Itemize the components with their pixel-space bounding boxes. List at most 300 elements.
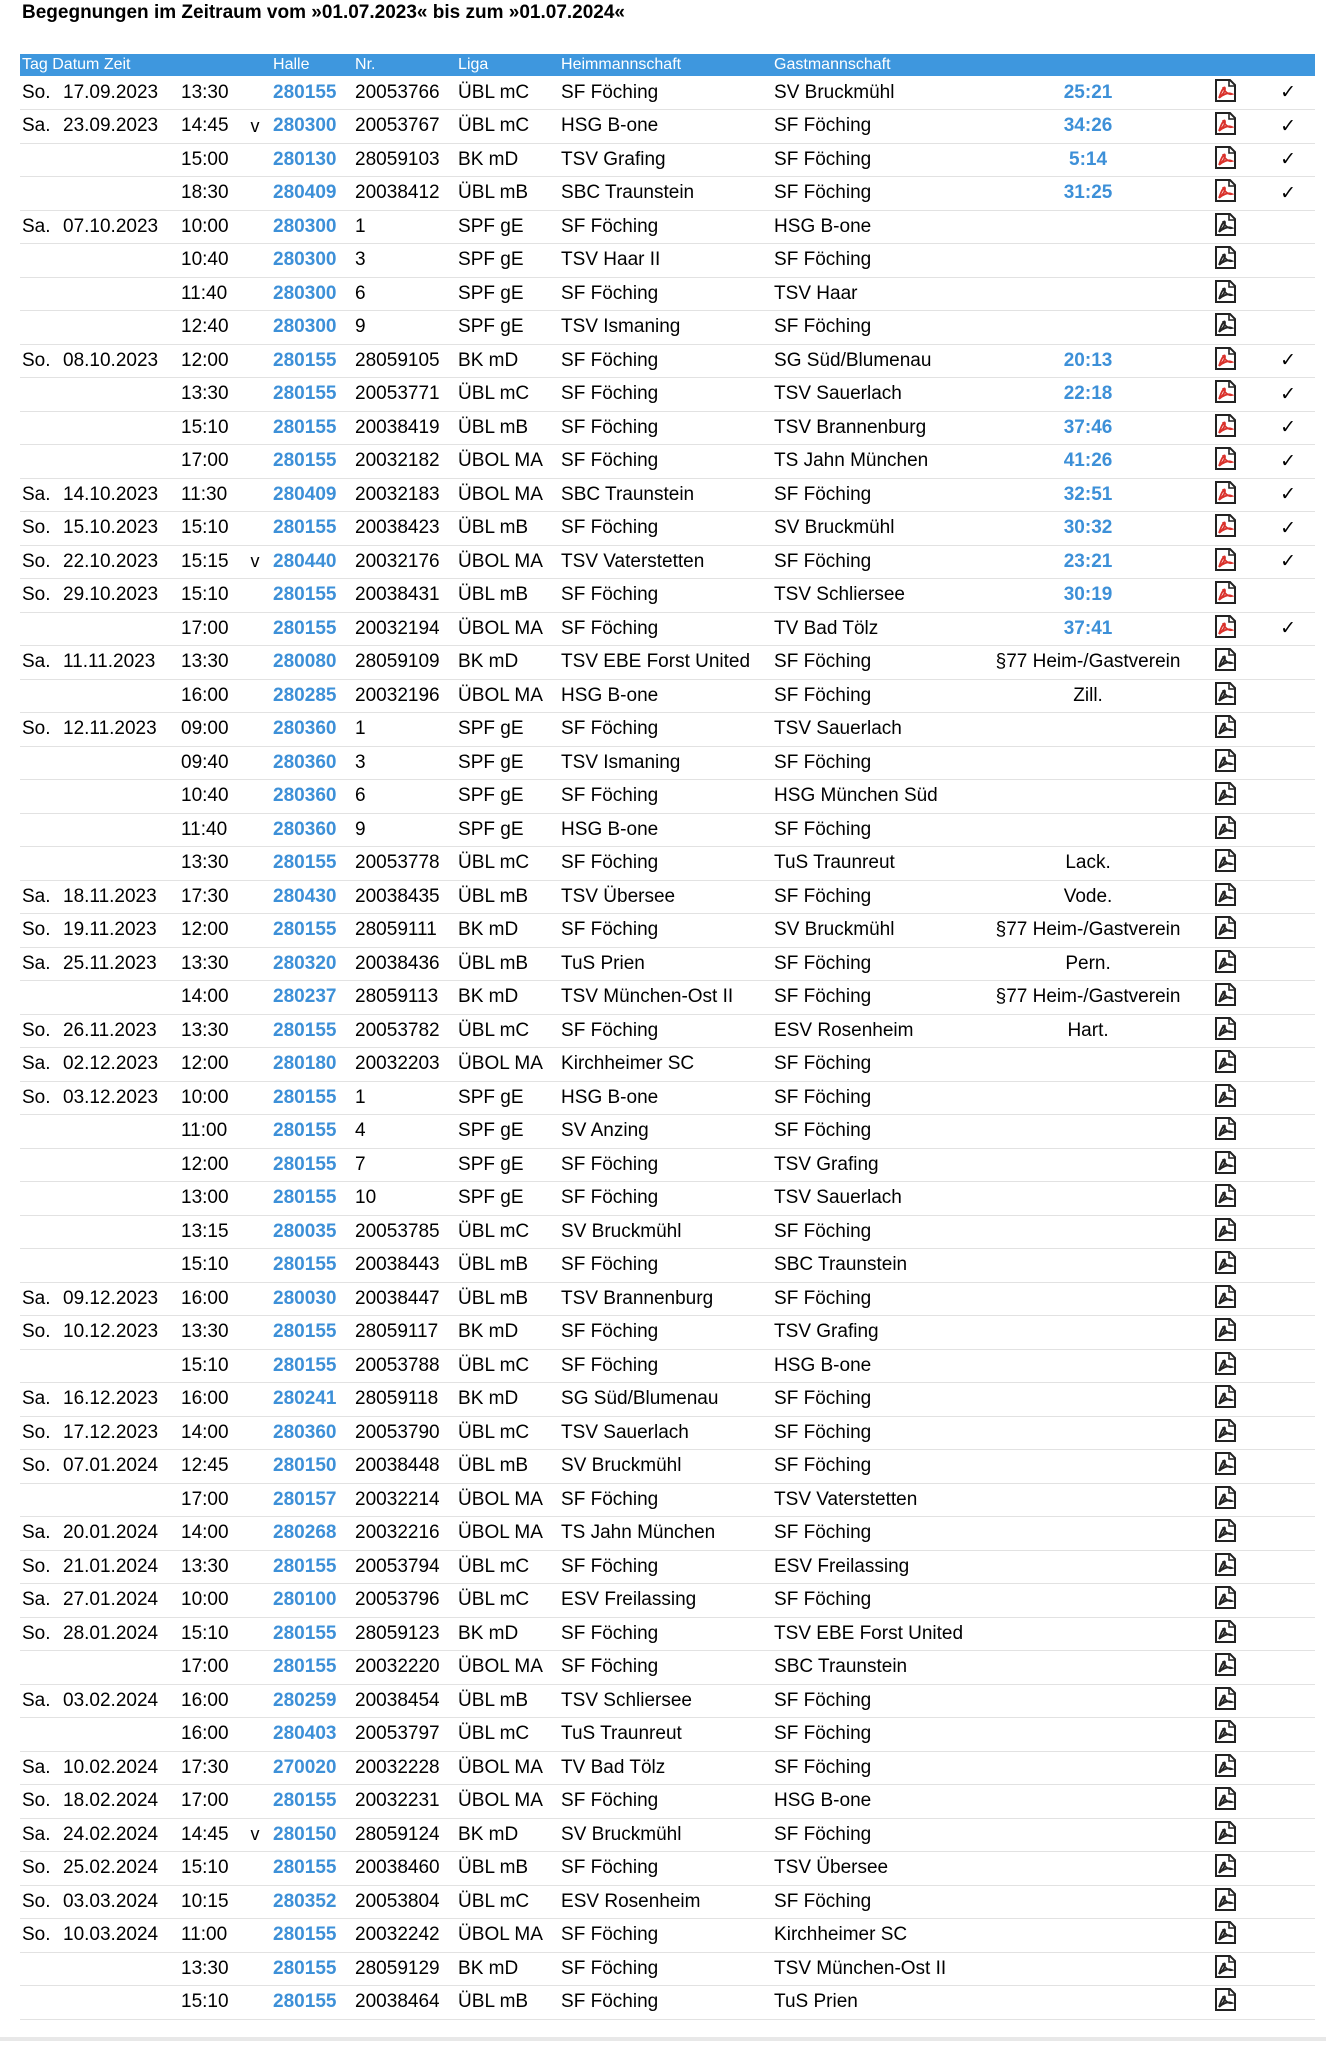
halle-link[interactable]: 280155: [273, 1790, 337, 1812]
pdf-document-icon[interactable]: [1213, 345, 1237, 377]
pdf-document-icon[interactable]: [1213, 646, 1237, 678]
nr-cell: 28059129: [355, 1957, 440, 1979]
halle-link[interactable]: 280259: [273, 1689, 337, 1711]
day-cell: So.: [22, 1421, 51, 1443]
result-cell: 37:46: [1063, 416, 1113, 438]
pdf-cell: [1189, 1952, 1261, 1986]
date-cell: [61, 1718, 179, 1752]
pdf-document-icon[interactable]: [1213, 1216, 1237, 1248]
halle-link[interactable]: 280360: [273, 785, 337, 807]
halle-cell: [271, 1148, 353, 1182]
table-row: [20, 780, 1315, 814]
table-row: [20, 880, 1315, 914]
checkmark-icon: ✓: [1280, 182, 1296, 204]
pdf-document-icon[interactable]: [1213, 713, 1237, 745]
pdf-cell: [1189, 277, 1261, 311]
nr-cell: 3: [355, 751, 366, 773]
halle-link[interactable]: 280155: [273, 1555, 337, 1577]
pdf-document-icon[interactable]: [1213, 546, 1237, 578]
halle-link[interactable]: 280180: [273, 1053, 337, 1075]
v-marker: [239, 445, 271, 479]
pdf-cell: [1189, 981, 1261, 1015]
pdf-document-icon[interactable]: [1213, 1450, 1237, 1482]
result-cell: [987, 813, 1189, 847]
halle-link[interactable]: 280155: [273, 1120, 337, 1142]
gast-cell: SF Föching: [774, 148, 872, 170]
liga-cell: ÜBOL MA: [458, 1656, 543, 1678]
halle-link[interactable]: 280155: [273, 349, 337, 371]
time-cell: 15:10: [181, 1254, 229, 1276]
pdf-document-icon[interactable]: [1213, 747, 1237, 779]
heim-cell: HSG B-one: [561, 115, 659, 137]
heim-cell: SF Föching: [561, 1924, 659, 1946]
gast-cell: SBC Traunstein: [774, 1656, 908, 1678]
time-cell: 11:40: [181, 282, 228, 304]
pdf-document-icon[interactable]: [1213, 177, 1237, 209]
halle-link[interactable]: 280155: [273, 416, 337, 438]
table-row: [20, 1617, 1315, 1651]
result-cell: [987, 780, 1189, 814]
liga-cell: BK mD: [458, 148, 519, 170]
halle-link[interactable]: 280155: [273, 1957, 337, 1979]
liga-cell: ÜBL mC: [458, 1019, 530, 1041]
liga-cell: ÜBL mB: [458, 885, 529, 907]
halle-link[interactable]: 280320: [273, 952, 337, 974]
v-marker: [239, 713, 271, 747]
pdf-document-icon[interactable]: [1213, 680, 1237, 712]
halle-link[interactable]: 280360: [273, 718, 337, 740]
checkmark-icon: [1261, 646, 1315, 680]
v-marker: [239, 210, 271, 244]
halle-link[interactable]: 280155: [273, 1656, 337, 1678]
halle-cell: [271, 1852, 353, 1886]
v-marker: [239, 1215, 271, 1249]
time-cell: 13:30: [181, 952, 229, 974]
gast-cell: SF Föching: [774, 1220, 872, 1242]
day-cell: [20, 1986, 61, 2020]
halle-link[interactable]: 280300: [273, 249, 337, 271]
day-cell: Sa.: [22, 115, 51, 137]
day-cell: [20, 981, 61, 1015]
heim-cell: TSV Sauerlach: [561, 1421, 689, 1443]
table-row: [20, 1550, 1315, 1584]
halle-cell: [271, 1416, 353, 1450]
halle-link[interactable]: 280409: [273, 483, 337, 505]
pdf-cell: [1189, 1584, 1261, 1618]
heim-cell: TS Jahn München: [561, 1522, 716, 1544]
date-cell: [61, 1115, 179, 1149]
v-marker: [239, 780, 271, 814]
halle-cell: [271, 1885, 353, 1919]
day-cell: So.: [22, 1857, 51, 1879]
date-cell: [61, 1483, 179, 1517]
table-row: [20, 1818, 1315, 1852]
v-marker: v: [250, 551, 260, 572]
pdf-document-icon[interactable]: [1213, 914, 1237, 946]
liga-cell: SPF gE: [458, 1153, 524, 1175]
date-cell: 10.12.2023: [63, 1321, 159, 1343]
halle-link[interactable]: 280155: [273, 1991, 337, 2013]
header-gast: Gastmannschaft: [774, 56, 891, 73]
nr-cell: 6: [355, 785, 366, 807]
pdf-document-icon[interactable]: [1213, 881, 1237, 913]
table-row: [20, 512, 1315, 546]
gast-cell: TSV Brannenburg: [774, 416, 927, 438]
halle-cell: [271, 981, 353, 1015]
header-result: [987, 54, 1189, 76]
checkmark-icon: ✓: [1280, 115, 1296, 137]
day-cell: So.: [22, 1924, 51, 1946]
pdf-document-icon[interactable]: [1213, 613, 1237, 645]
day-cell: [20, 1349, 61, 1383]
pdf-document-icon[interactable]: [1213, 1283, 1237, 1315]
time-cell: 13:30: [181, 852, 229, 874]
day-cell: Sa.: [22, 1823, 51, 1845]
halle-link[interactable]: 280155: [273, 919, 337, 941]
gast-cell: TuS Traunreut: [774, 852, 895, 874]
halle-link[interactable]: 280155: [273, 81, 337, 103]
heim-cell: SF Föching: [561, 785, 659, 807]
halle-cell: [271, 1952, 353, 1986]
result-cell: Hart.: [1067, 1019, 1109, 1041]
halle-cell: [271, 713, 353, 747]
checkmark-icon: [1261, 679, 1315, 713]
pdf-document-icon[interactable]: [1213, 311, 1237, 343]
gast-cell: SF Föching: [774, 651, 872, 673]
day-cell: [20, 378, 61, 412]
time-cell: 16:00: [181, 1723, 229, 1745]
pdf-document-icon[interactable]: [1213, 1986, 1237, 2018]
gast-cell: SF Föching: [774, 952, 872, 974]
day-cell: [20, 277, 61, 311]
liga-cell: ÜBL mC: [458, 1890, 530, 1912]
liga-cell: BK mD: [458, 349, 519, 371]
pdf-document-icon[interactable]: [1213, 144, 1237, 176]
heim-cell: HSG B-one: [561, 1086, 659, 1108]
nr-cell: 20053797: [355, 1723, 440, 1745]
pdf-document-icon[interactable]: [1213, 1417, 1237, 1449]
pdf-document-icon[interactable]: [1213, 445, 1237, 477]
pdf-document-icon[interactable]: [1213, 1517, 1237, 1549]
heim-cell: TuS Prien: [561, 952, 645, 974]
nr-cell: 28059113: [355, 986, 439, 1008]
pdf-document-icon[interactable]: [1213, 1048, 1237, 1080]
halle-link[interactable]: 280155: [273, 1354, 337, 1376]
liga-cell: BK mD: [458, 986, 519, 1008]
heim-cell: SF Föching: [561, 1254, 659, 1276]
pdf-document-icon[interactable]: [1213, 948, 1237, 980]
nr-cell: 20032242: [355, 1924, 440, 1946]
liga-cell: SPF gE: [458, 316, 524, 338]
nr-cell: 28059123: [355, 1622, 440, 1644]
date-cell: [61, 1952, 179, 1986]
halle-link[interactable]: 280300: [273, 115, 337, 137]
halle-link[interactable]: 280155: [273, 1321, 337, 1343]
pdf-document-icon[interactable]: [1213, 1584, 1237, 1616]
halle-link[interactable]: 280300: [273, 215, 337, 237]
time-cell: 14:45: [181, 1823, 229, 1845]
pdf-document-icon[interactable]: [1213, 1852, 1237, 1884]
pdf-document-icon[interactable]: [1213, 1618, 1237, 1650]
heim-cell: SF Föching: [561, 1555, 659, 1577]
heim-cell: SG Süd/Blumenau: [561, 1388, 719, 1410]
halle-link[interactable]: 280237: [273, 986, 337, 1008]
halle-cell: [271, 512, 353, 546]
table-row: [20, 1349, 1315, 1383]
gast-cell: SF Föching: [774, 986, 872, 1008]
day-cell: So.: [22, 718, 51, 740]
result-cell: [987, 1517, 1189, 1551]
date-cell: [61, 177, 179, 211]
halle-link[interactable]: 280155: [273, 1924, 337, 1946]
pdf-document-icon[interactable]: [1213, 1149, 1237, 1181]
v-marker: [239, 344, 271, 378]
halle-cell: [271, 612, 353, 646]
pdf-document-icon[interactable]: [1213, 780, 1237, 812]
halle-link[interactable]: 280155: [273, 617, 337, 639]
halle-cell: [271, 1483, 353, 1517]
pdf-cell: [1189, 512, 1261, 546]
halle-link[interactable]: 280155: [273, 1254, 337, 1276]
pdf-document-icon[interactable]: [1213, 1316, 1237, 1348]
table-row: [20, 143, 1315, 177]
halle-link[interactable]: 280150: [273, 1823, 337, 1845]
halle-link[interactable]: 280150: [273, 1455, 337, 1477]
pdf-document-icon[interactable]: [1213, 211, 1237, 243]
halle-link[interactable]: 280155: [273, 1086, 337, 1108]
result-cell: 20:13: [1063, 349, 1113, 371]
halle-link[interactable]: 280403: [273, 1723, 337, 1745]
checkmark-icon: [1261, 277, 1315, 311]
halle-link[interactable]: 280155: [273, 1153, 337, 1175]
table-row: [20, 1852, 1315, 1886]
checkmark-icon: [1261, 1450, 1315, 1484]
pdf-document-icon[interactable]: [1213, 1383, 1237, 1415]
halle-link[interactable]: 280360: [273, 818, 337, 840]
halle-link[interactable]: 280430: [273, 885, 337, 907]
table-row: [20, 1148, 1315, 1182]
heim-cell: TSV München-Ost II: [561, 986, 734, 1008]
result-cell: Zill.: [1073, 684, 1103, 706]
result-cell: [987, 713, 1189, 747]
gast-cell: SG Süd/Blumenau: [774, 349, 932, 371]
pdf-document-icon[interactable]: [1213, 1551, 1237, 1583]
pdf-document-icon[interactable]: [1213, 378, 1237, 410]
table-row: [20, 277, 1315, 311]
v-marker: [239, 1517, 271, 1551]
pdf-document-icon[interactable]: [1213, 1819, 1237, 1851]
halle-cell: [271, 110, 353, 144]
halle-link[interactable]: 280155: [273, 852, 337, 874]
pdf-document-icon[interactable]: [1213, 110, 1237, 142]
halle-link[interactable]: 280155: [273, 1187, 337, 1209]
result-cell: [987, 1148, 1189, 1182]
pdf-document-icon[interactable]: [1213, 1350, 1237, 1382]
halle-link[interactable]: 280155: [273, 517, 337, 539]
pdf-document-icon[interactable]: [1213, 1752, 1237, 1784]
table-row: [20, 411, 1315, 445]
pdf-cell: [1189, 1483, 1261, 1517]
date-cell: 18.02.2024: [63, 1790, 159, 1812]
halle-link[interactable]: 280130: [273, 148, 337, 170]
halle-link[interactable]: 280155: [273, 450, 337, 472]
checkmark-icon: [1261, 813, 1315, 847]
halle-link[interactable]: 280300: [273, 316, 337, 338]
gast-cell: SF Föching: [774, 1287, 872, 1309]
result-cell: [987, 1785, 1189, 1819]
result-cell: [987, 1349, 1189, 1383]
halle-link[interactable]: 280100: [273, 1589, 337, 1611]
pdf-document-icon[interactable]: [1213, 244, 1237, 276]
pdf-document-icon[interactable]: [1213, 512, 1237, 544]
pdf-document-icon[interactable]: [1213, 77, 1237, 109]
halle-link[interactable]: 280300: [273, 282, 337, 304]
halle-link[interactable]: 280157: [273, 1488, 337, 1510]
halle-cell: [271, 244, 353, 278]
pdf-document-icon[interactable]: [1213, 278, 1237, 310]
v-marker: [239, 1081, 271, 1115]
checkmark-icon: ✓: [1280, 450, 1296, 472]
heim-cell: SV Bruckmühl: [561, 1455, 682, 1477]
pdf-document-icon[interactable]: [1213, 479, 1237, 511]
day-cell: So.: [22, 1890, 51, 1912]
pdf-document-icon[interactable]: [1213, 412, 1237, 444]
day-cell: So.: [22, 349, 51, 371]
table-row: [20, 1517, 1315, 1551]
liga-cell: BK mD: [458, 1321, 519, 1343]
date-cell: [61, 813, 179, 847]
halle-link[interactable]: 270020: [273, 1756, 337, 1778]
v-marker: [239, 880, 271, 914]
gast-cell: SF Föching: [774, 1120, 872, 1142]
v-marker: [239, 746, 271, 780]
halle-link[interactable]: 280155: [273, 1622, 337, 1644]
pdf-document-icon[interactable]: [1213, 1082, 1237, 1114]
pdf-document-icon[interactable]: [1213, 1484, 1237, 1516]
checkmark-icon: [1261, 1483, 1315, 1517]
heim-cell: SF Föching: [561, 1354, 659, 1376]
halle-cell: [271, 1617, 353, 1651]
heim-cell: SF Föching: [561, 852, 659, 874]
nr-cell: 28059124: [355, 1823, 440, 1845]
heim-cell: TSV Haar II: [561, 249, 661, 271]
pdf-document-icon[interactable]: [1213, 1182, 1237, 1214]
time-cell: 13:30: [181, 1321, 229, 1343]
day-cell: Sa.: [22, 885, 51, 907]
time-cell: 15:10: [181, 584, 229, 606]
pdf-document-icon[interactable]: [1213, 814, 1237, 846]
pdf-document-icon[interactable]: [1213, 1718, 1237, 1750]
liga-cell: ÜBL mC: [458, 852, 530, 874]
pdf-document-icon[interactable]: [1213, 1685, 1237, 1717]
time-cell: 12:00: [181, 919, 229, 941]
pdf-document-icon[interactable]: [1213, 981, 1237, 1013]
date-cell: [61, 981, 179, 1015]
nr-cell: 20038454: [355, 1689, 440, 1711]
halle-link[interactable]: 280268: [273, 1522, 337, 1544]
pdf-document-icon[interactable]: [1213, 1015, 1237, 1047]
pdf-cell: [1189, 813, 1261, 847]
pdf-document-icon[interactable]: [1213, 847, 1237, 879]
nr-cell: 20032176: [355, 550, 440, 572]
nr-cell: 7: [355, 1153, 366, 1175]
halle-link[interactable]: 280241: [273, 1388, 337, 1410]
halle-link[interactable]: 280285: [273, 684, 337, 706]
pdf-document-icon[interactable]: [1213, 1953, 1237, 1985]
liga-cell: ÜBOL MA: [458, 550, 543, 572]
halle-link[interactable]: 280440: [273, 550, 337, 572]
result-cell: [987, 1584, 1189, 1618]
day-cell: [20, 612, 61, 646]
nr-cell: 20032203: [355, 1053, 440, 1075]
liga-cell: ÜBL mB: [458, 584, 529, 606]
pdf-cell: [1189, 1852, 1261, 1886]
pdf-document-icon[interactable]: [1213, 1919, 1237, 1951]
checkmark-icon: ✓: [1280, 618, 1296, 640]
time-cell: 13:30: [181, 81, 229, 103]
halle-link[interactable]: 280035: [273, 1220, 337, 1242]
halle-link[interactable]: 280352: [273, 1890, 337, 1912]
gast-cell: SF Föching: [774, 885, 872, 907]
result-cell: 32:51: [1063, 483, 1113, 505]
checkmark-icon: [1261, 1249, 1315, 1283]
gast-cell: TSV Grafing: [774, 1321, 879, 1343]
pdf-cell: [1189, 1182, 1261, 1216]
gast-cell: SV Bruckmühl: [774, 919, 895, 941]
result-cell: 41:26: [1063, 450, 1113, 472]
halle-link[interactable]: 280155: [273, 584, 337, 606]
halle-link[interactable]: 280360: [273, 751, 337, 773]
pdf-document-icon[interactable]: [1213, 1651, 1237, 1683]
liga-cell: SPF gE: [458, 718, 524, 740]
liga-cell: SPF gE: [458, 818, 524, 840]
halle-link[interactable]: 280155: [273, 1857, 337, 1879]
day-cell: So.: [22, 584, 51, 606]
pdf-document-icon[interactable]: [1213, 1785, 1237, 1817]
time-cell: 17:00: [181, 1656, 229, 1678]
header-liga: Liga: [458, 56, 489, 73]
day-cell: So.: [22, 919, 51, 941]
gast-cell: SF Föching: [774, 249, 872, 271]
header-pdf: [1189, 54, 1261, 76]
pdf-document-icon[interactable]: [1213, 579, 1237, 611]
halle-link[interactable]: 280360: [273, 1421, 337, 1443]
halle-link[interactable]: 280409: [273, 182, 337, 204]
checkmark-icon: [1261, 1349, 1315, 1383]
liga-cell: SPF gE: [458, 282, 524, 304]
v-marker: [239, 1785, 271, 1819]
halle-link[interactable]: 280080: [273, 651, 337, 673]
time-cell: 12:00: [181, 349, 229, 371]
pdf-document-icon[interactable]: [1213, 1886, 1237, 1918]
nr-cell: 20038464: [355, 1991, 440, 2013]
halle-cell: [271, 1651, 353, 1685]
halle-link[interactable]: 280155: [273, 1019, 337, 1041]
pdf-cell: [1189, 1215, 1261, 1249]
nr-cell: 20038447: [355, 1287, 440, 1309]
v-marker: [239, 1316, 271, 1350]
pdf-document-icon[interactable]: [1213, 1115, 1237, 1147]
pdf-document-icon[interactable]: [1213, 1249, 1237, 1281]
halle-link[interactable]: 280030: [273, 1287, 337, 1309]
table-row: [20, 646, 1315, 680]
nr-cell: 6: [355, 282, 366, 304]
nr-cell: 20038443: [355, 1254, 440, 1276]
nr-cell: 20032214: [355, 1488, 440, 1510]
v-marker: [239, 1852, 271, 1886]
pdf-cell: [1189, 1751, 1261, 1785]
halle-link[interactable]: 280155: [273, 383, 337, 405]
